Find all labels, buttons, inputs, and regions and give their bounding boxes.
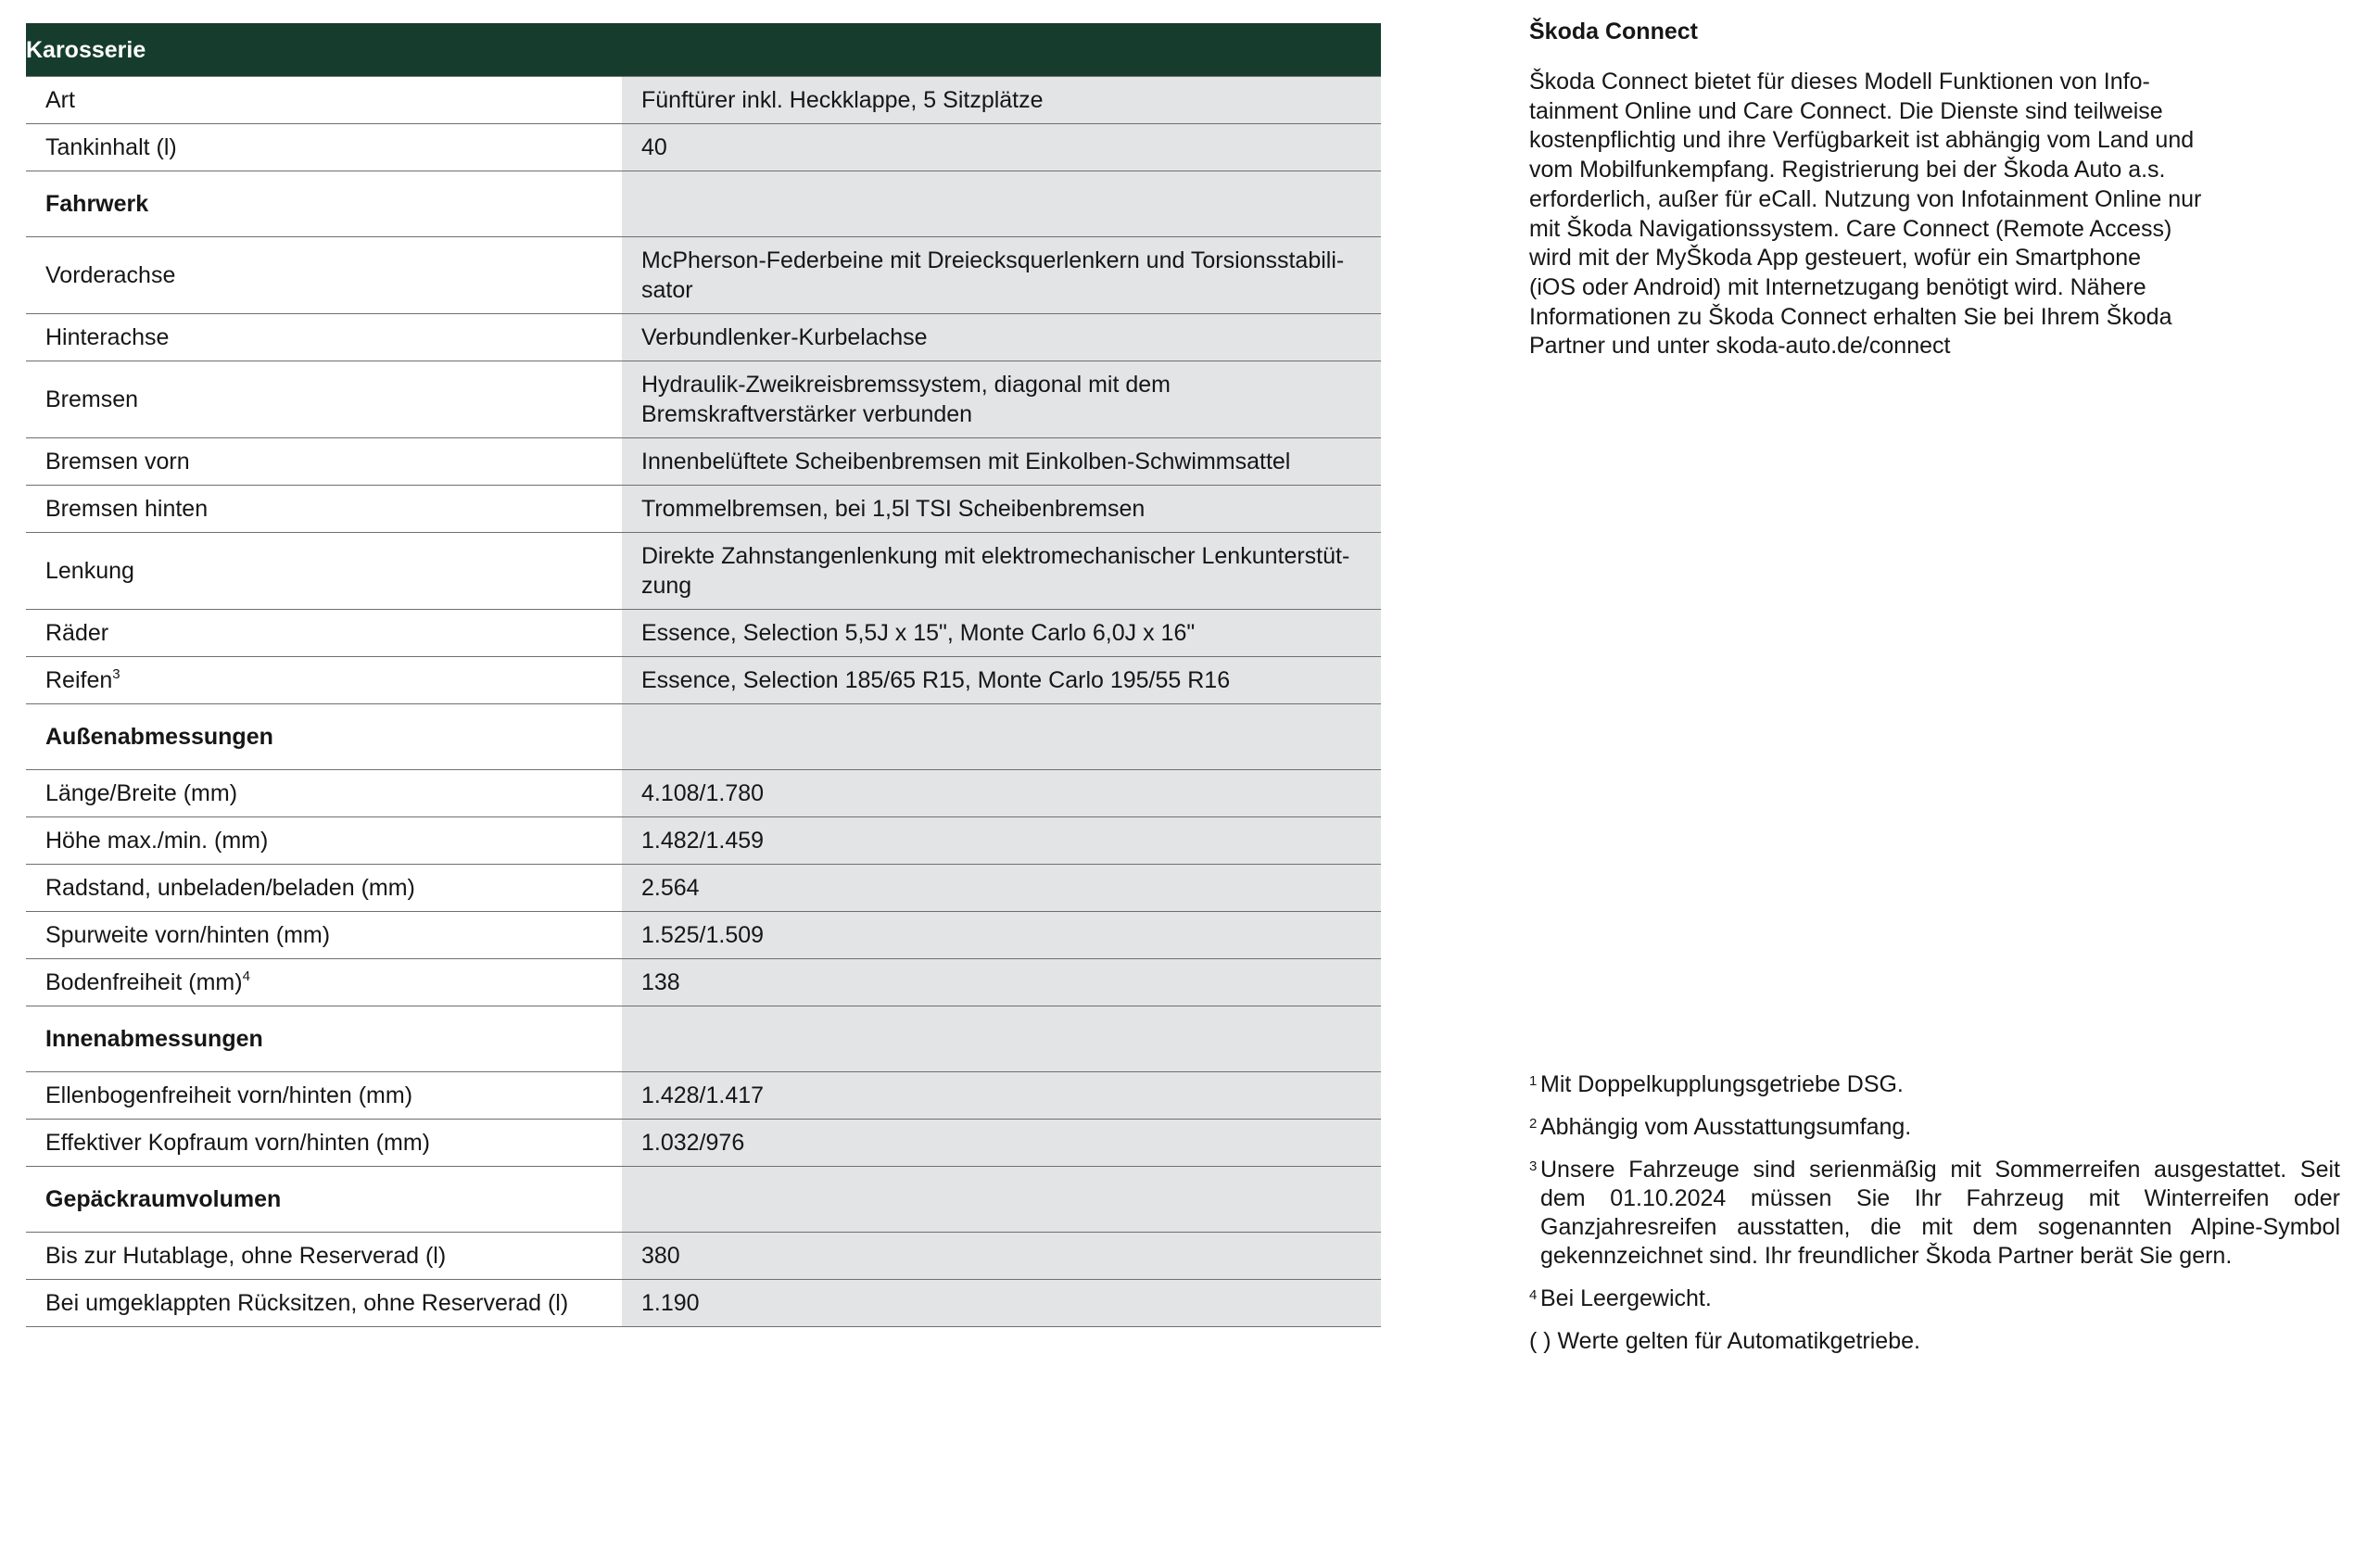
table-row [26,1072,1381,1120]
row-label-text: Effektiver Kopfraum vorn/hinten (mm) [45,1130,430,1156]
row-value: Direkte Zahnstangenlenkung mit elektromechanischer Lenkunterstüt- zung [622,533,1381,610]
row-value: 1.190 [622,1280,1381,1327]
table-section-row [26,704,1381,770]
table-row [26,77,1381,124]
table-row [26,314,1381,361]
skoda-connect-text: Škoda Connect bietet für dieses Modell Funktionen von Info- tainment Online und Care Connect. Die Dienste sind teilweise kostenpflichtig und ihre Verfügbarkeit ist abhängig vom Land und vom Mobilfunkempfang. Registrierung bei der Škoda Auto a.s. erforderlich, außer für eCall. Nutzung von Infotainment Online nur mit Škoda Navigationssystem. Care Connect (Remote Access) wird mit der MyŠkoda App gesteuert, wofür ein Smartphone (iOS oder Android) mit Internetzugang benötigt wird. Nähere Informationen zu Škoda Connect erhalten Sie bei Ihrem Škoda Partner und unter skoda-auto.de/connect [1529,69,2202,360]
footnote-number: 2 [1529,1116,1538,1132]
row-label [26,533,622,610]
table-row [26,237,1381,314]
table-row [26,1120,1381,1167]
table-row [26,770,1381,817]
row-label [26,912,622,959]
footnote-text: Bei Leergewicht. [1540,1285,1712,1311]
row-value: Fünftürer inkl. Heckklappe, 5 Sitzplätze [622,77,1381,124]
table-row [26,959,1381,1006]
row-label-text: Bremsen [45,386,139,412]
row-label-text: Bremsen vorn [45,449,190,475]
table-row [26,912,1381,959]
row-label-text: Bis zur Hutablage, ohne Reserverad (l) [45,1243,447,1269]
row-value: McPherson-Federbeine mit Dreiecksquerlenkern und Torsionsstabili- sator [622,237,1381,314]
footnote-text: Abhängig vom Ausstattungsumfang. [1540,1114,1912,1140]
table-row [26,1233,1381,1280]
table-header-row [26,23,1381,77]
footnote-item [1529,1113,2340,1142]
row-label-text: Fahrwerk [45,191,149,217]
row-label-text: Gepäckraumvolumen [45,1186,282,1212]
table-row [26,124,1381,171]
row-label [26,77,622,124]
row-value: Hydraulik-Zweikreisbremssystem, diagonal mit dem Bremskraftverstärker verbunden [622,361,1381,438]
row-label-text: Hinterachse [45,324,170,350]
footnote-text: ( ) Werte gelten für Automatikgetriebe. [1529,1328,1920,1354]
row-label-text: Tankinhalt (l) [45,134,177,160]
table-section-row [26,171,1381,237]
row-label [26,865,622,912]
row-label [26,438,622,486]
footnote-item [1529,1156,2340,1271]
row-label [26,817,622,865]
row-label [26,237,622,314]
section-heading [26,1167,622,1233]
row-label [26,610,622,657]
table-row [26,657,1381,704]
row-label-text: Räder [45,620,109,646]
row-label [26,361,622,438]
table-row [26,610,1381,657]
row-label [26,959,622,1006]
table-header-karosserie: Karosserie [26,23,1381,77]
row-value: 4.108/1.780 [622,770,1381,817]
row-label-text: Reifen [45,667,113,693]
row-label [26,657,622,704]
row-value: Essence, Selection 5,5J x 15", Monte Carlo 6,0J x 16" [622,610,1381,657]
table-row [26,486,1381,533]
row-label [26,1233,622,1280]
footnote-text: Mit Doppelkupplungsgetriebe DSG. [1540,1071,1904,1097]
table-row [26,817,1381,865]
row-label [26,770,622,817]
footnotes [1529,1070,2340,1370]
row-label-text: Bodenfreiheit (mm) [45,969,243,995]
row-value: Innenbelüftete Scheibenbremsen mit Einkolben-Schwimmsattel [622,438,1381,486]
row-value [622,1006,1381,1072]
row-label [26,1072,622,1120]
specifications-table [26,23,1381,1327]
row-label-text: Länge/Breite (mm) [45,780,238,806]
row-label [26,124,622,171]
row-value: Verbundlenker-Kurbelachse [622,314,1381,361]
row-label [26,1120,622,1167]
row-label-text: Spurweite vorn/hinten (mm) [45,922,331,948]
row-label-text: Lenkung [45,558,134,584]
section-heading [26,704,622,770]
table-row [26,865,1381,912]
row-value: 138 [622,959,1381,1006]
row-value [622,1167,1381,1233]
row-label-text: Vorderachse [45,262,176,288]
skoda-connect-block [1529,19,2247,361]
table-section-row [26,1167,1381,1233]
table-row [26,361,1381,438]
footnote-text: Unsere Fahrzeuge sind serienmäßig mit Sommerreifen ausgestattet. Seit dem 01.10.2024 müssen Sie Ihr Fahrzeug mit Winterreifen oder Ganzjahresreifen ausstatten, die mit dem sogenannten Alpine-Symbol gekennzeichnet sind. Ihr freundlicher Škoda Partner berät Sie gern. [1540,1157,2340,1269]
row-value: 1.525/1.509 [622,912,1381,959]
row-label-text: Ellenbogenfreiheit vorn/hinten (mm) [45,1082,413,1108]
footnote-item [1529,1070,2340,1099]
row-value: 2.564 [622,865,1381,912]
row-value [622,171,1381,237]
footnote-reference: 4 [242,968,250,984]
table-row [26,1280,1381,1327]
row-label-text: Art [45,87,75,113]
row-value: 380 [622,1233,1381,1280]
row-label-text: Innenabmessungen [45,1026,263,1052]
footnote-number: 3 [1529,1158,1538,1174]
footnote-number: 4 [1529,1287,1538,1303]
table-row [26,533,1381,610]
row-label-text: Höhe max./min. (mm) [45,828,269,854]
row-value: 40 [622,124,1381,171]
row-label-text: Bei umgeklappten Rücksitzen, ohne Reserverad (l) [45,1290,569,1316]
footnote-item [1529,1327,2340,1356]
row-value: 1.428/1.417 [622,1072,1381,1120]
table-row [26,438,1381,486]
row-value: 1.032/976 [622,1120,1381,1167]
skoda-connect-heading: Škoda Connect [1529,19,1698,44]
row-label-text: Radstand, unbeladen/beladen (mm) [45,875,415,901]
footnote-item [1529,1285,2340,1313]
table-section-row [26,1006,1381,1072]
footnote-number: 1 [1529,1073,1538,1089]
row-value [622,704,1381,770]
section-heading [26,171,622,237]
row-label [26,314,622,361]
specifications-table-body [26,23,1381,1327]
section-heading [26,1006,622,1072]
row-value: Trommelbremsen, bei 1,5l TSI Scheibenbremsen [622,486,1381,533]
footnote-reference: 3 [112,666,120,682]
row-label [26,486,622,533]
row-label [26,1280,622,1327]
row-label-text: Bremsen hinten [45,496,209,522]
row-value: Essence, Selection 185/65 R15, Monte Carlo 195/55 R16 [622,657,1381,704]
row-value: 1.482/1.459 [622,817,1381,865]
row-label-text: Außenabmessungen [45,724,273,750]
